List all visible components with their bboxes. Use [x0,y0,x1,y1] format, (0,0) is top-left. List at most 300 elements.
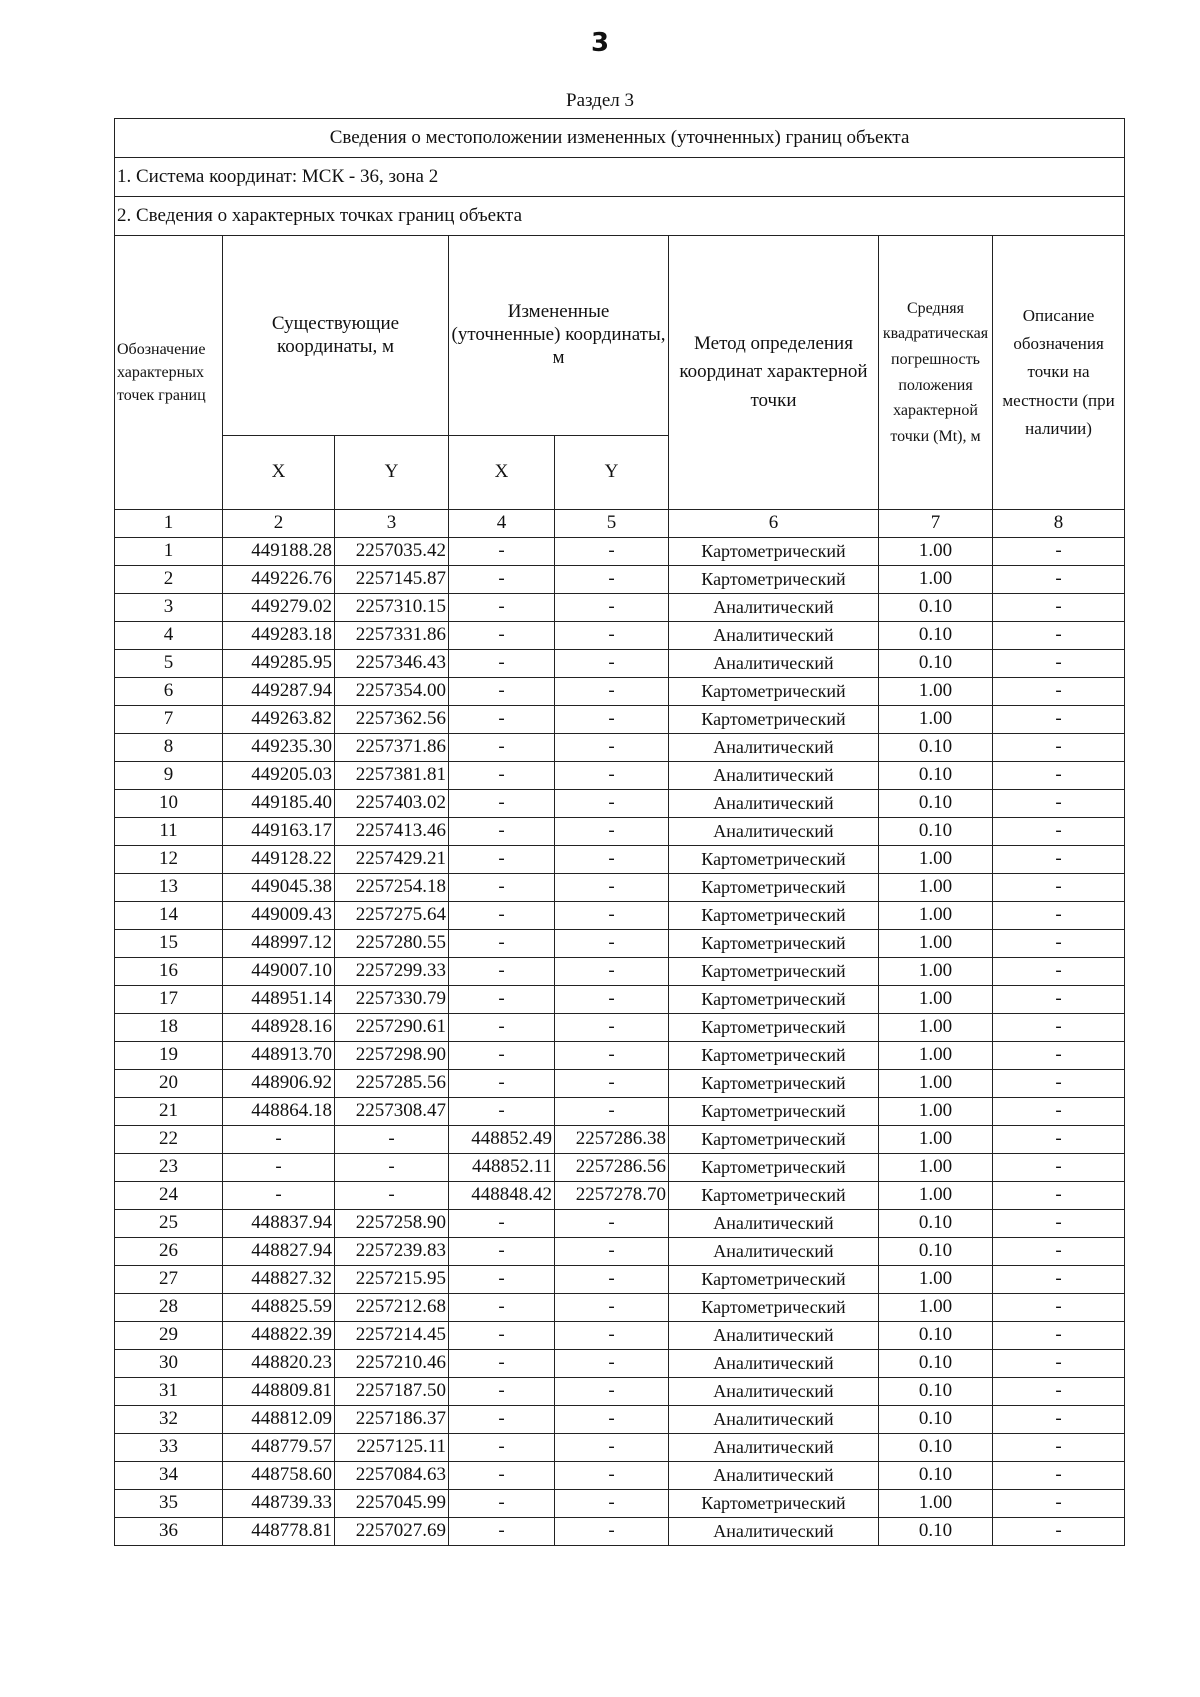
changed-x-cell: - [449,650,555,678]
column-number: 5 [555,510,669,538]
existing-x-cell: 449188.28 [223,538,335,566]
existing-y-cell: 2257346.43 [335,650,449,678]
coordinate-system: 1. Система координат: МСК - 36, зона 2 [115,158,1125,197]
error-cell: 0.10 [879,650,993,678]
changed-y-cell: - [555,594,669,622]
error-cell: 0.10 [879,622,993,650]
error-cell: 0.10 [879,818,993,846]
point-number-cell: 25 [115,1210,223,1238]
table-row [115,1378,1125,1406]
existing-x-cell: 448822.39 [223,1322,335,1350]
existing-y-cell: 2257362.56 [335,706,449,734]
description-cell: - [993,1210,1125,1238]
error-cell: 1.00 [879,930,993,958]
changed-y-cell: - [555,1294,669,1322]
existing-y-cell: 2257258.90 [335,1210,449,1238]
column-number: 4 [449,510,555,538]
description-cell: - [993,846,1125,874]
changed-y-cell: - [555,790,669,818]
method-cell: Картометрический [669,930,879,958]
description-cell: - [993,1098,1125,1126]
changed-y-cell: - [555,762,669,790]
description-cell: - [993,1266,1125,1294]
description-cell: - [993,538,1125,566]
existing-x-cell: 448906.92 [223,1070,335,1098]
point-number-cell: 22 [115,1126,223,1154]
table-row [115,622,1125,650]
existing-x-cell: 448837.94 [223,1210,335,1238]
changed-y-cell: 2257286.38 [555,1126,669,1154]
error-cell: 0.10 [879,1350,993,1378]
column-number: 7 [879,510,993,538]
table-row [115,1294,1125,1322]
changed-y-cell: - [555,678,669,706]
description-cell: - [993,1042,1125,1070]
point-number-cell: 16 [115,958,223,986]
changed-y-cell: - [555,566,669,594]
existing-x-cell: 449163.17 [223,818,335,846]
table-row [115,986,1125,1014]
changed-x-cell: - [449,1294,555,1322]
header-method: Метод определения координат характерной точки [669,236,879,510]
existing-y-cell: 2257285.56 [335,1070,449,1098]
page-number: 3 [590,28,610,58]
existing-y-cell: - [335,1182,449,1210]
error-cell: 0.10 [879,734,993,762]
error-cell: 0.10 [879,1434,993,1462]
method-cell: Картометрический [669,1042,879,1070]
existing-y-cell: 2257027.69 [335,1518,449,1546]
method-cell: Картометрический [669,1126,879,1154]
existing-x-cell: 449279.02 [223,594,335,622]
changed-y-cell: - [555,846,669,874]
point-number-cell: 9 [115,762,223,790]
changed-y-cell: - [555,930,669,958]
method-cell: Аналитический [669,650,879,678]
method-cell: Картометрический [669,874,879,902]
header-changed-coordinates: Измененные (уточненные) координаты, м [449,236,669,436]
method-cell: Картометрический [669,902,879,930]
changed-x-cell: - [449,622,555,650]
changed-x-cell: - [449,594,555,622]
method-cell: Картометрический [669,678,879,706]
point-number-cell: 4 [115,622,223,650]
error-cell: 1.00 [879,1294,993,1322]
existing-y-cell: 2257308.47 [335,1098,449,1126]
changed-x-cell: 448852.11 [449,1154,555,1182]
error-cell: 0.10 [879,1210,993,1238]
existing-y-cell: 2257145.87 [335,566,449,594]
description-cell: - [993,762,1125,790]
error-cell: 0.10 [879,1406,993,1434]
description-cell: - [993,622,1125,650]
changed-y-cell: - [555,1238,669,1266]
existing-y-cell: 2257215.95 [335,1266,449,1294]
method-cell: Картометрический [669,1014,879,1042]
changed-y-cell: - [555,1322,669,1350]
header-changed-y: Y [555,436,669,510]
description-cell: - [993,1434,1125,1462]
method-cell: Картометрический [669,986,879,1014]
existing-y-cell: 2257371.86 [335,734,449,762]
table-row [115,790,1125,818]
changed-x-cell: - [449,874,555,902]
changed-x-cell: - [449,1518,555,1546]
table-row [115,902,1125,930]
error-cell: 1.00 [879,1070,993,1098]
changed-x-cell: - [449,1462,555,1490]
error-cell: 1.00 [879,706,993,734]
method-cell: Картометрический [669,706,879,734]
existing-x-cell: 448864.18 [223,1098,335,1126]
existing-x-cell: 448779.57 [223,1434,335,1462]
method-cell: Картометрический [669,1070,879,1098]
point-number-cell: 26 [115,1238,223,1266]
method-cell: Аналитический [669,622,879,650]
table-row [115,1462,1125,1490]
point-number-cell: 35 [115,1490,223,1518]
description-cell: - [993,790,1125,818]
description-cell: - [993,1126,1125,1154]
point-number-cell: 33 [115,1434,223,1462]
error-cell: 1.00 [879,1098,993,1126]
error-cell: 1.00 [879,1182,993,1210]
changed-x-cell: - [449,818,555,846]
changed-y-cell: - [555,1070,669,1098]
table-row [115,1126,1125,1154]
existing-x-cell: 448827.32 [223,1266,335,1294]
method-cell: Картометрический [669,566,879,594]
method-cell: Картометрический [669,1182,879,1210]
table-row [115,706,1125,734]
changed-x-cell: - [449,762,555,790]
existing-x-cell: 448928.16 [223,1014,335,1042]
point-number-cell: 36 [115,1518,223,1546]
point-number-cell: 19 [115,1042,223,1070]
error-cell: 0.10 [879,1238,993,1266]
changed-x-cell: - [449,734,555,762]
description-cell: - [993,594,1125,622]
point-number-cell: 27 [115,1266,223,1294]
method-cell: Аналитический [669,1350,879,1378]
table-row [115,1014,1125,1042]
table-row [115,1210,1125,1238]
changed-y-cell: - [555,1518,669,1546]
error-cell: 1.00 [879,1014,993,1042]
table-row [115,678,1125,706]
changed-x-cell: - [449,1350,555,1378]
point-number-cell: 31 [115,1378,223,1406]
changed-x-cell: - [449,1098,555,1126]
changed-x-cell: - [449,1266,555,1294]
error-cell: 0.10 [879,1378,993,1406]
changed-y-cell: - [555,1378,669,1406]
point-number-cell: 7 [115,706,223,734]
error-cell: 0.10 [879,1322,993,1350]
table-row [115,1406,1125,1434]
table-row [115,1238,1125,1266]
header-point-designation: Обозначение характерных точек границ [115,236,223,510]
method-cell: Аналитический [669,1238,879,1266]
description-cell: - [993,1378,1125,1406]
existing-x-cell: 448758.60 [223,1462,335,1490]
existing-y-cell: 2257186.37 [335,1406,449,1434]
description-cell: - [993,1154,1125,1182]
coordinates-table [114,118,1125,1546]
description-cell: - [993,1462,1125,1490]
existing-y-cell: 2257125.11 [335,1434,449,1462]
table-row [115,1518,1125,1546]
changed-x-cell: 448848.42 [449,1182,555,1210]
existing-x-cell: 449283.18 [223,622,335,650]
method-cell: Аналитический [669,1322,879,1350]
description-cell: - [993,874,1125,902]
description-cell: - [993,678,1125,706]
existing-x-cell: 448809.81 [223,1378,335,1406]
table-row [115,1182,1125,1210]
changed-x-cell: - [449,790,555,818]
existing-y-cell: 2257330.79 [335,986,449,1014]
existing-x-cell: 448997.12 [223,930,335,958]
existing-y-cell: 2257298.90 [335,1042,449,1070]
point-number-cell: 6 [115,678,223,706]
changed-y-cell: - [555,874,669,902]
changed-x-cell: - [449,706,555,734]
existing-y-cell: 2257084.63 [335,1462,449,1490]
description-cell: - [993,1070,1125,1098]
existing-y-cell: 2257381.81 [335,762,449,790]
changed-x-cell: - [449,902,555,930]
method-cell: Картометрический [669,1294,879,1322]
table-row [115,1490,1125,1518]
error-cell: 1.00 [879,1266,993,1294]
changed-y-cell: - [555,1098,669,1126]
error-cell: 1.00 [879,1490,993,1518]
column-number: 3 [335,510,449,538]
existing-y-cell: - [335,1154,449,1182]
existing-y-cell: 2257275.64 [335,902,449,930]
method-cell: Аналитический [669,594,879,622]
changed-y-cell: - [555,650,669,678]
existing-y-cell: 2257239.83 [335,1238,449,1266]
changed-y-cell: - [555,818,669,846]
point-number-cell: 20 [115,1070,223,1098]
existing-x-cell: 448913.70 [223,1042,335,1070]
existing-x-cell: - [223,1126,335,1154]
description-cell: - [993,1406,1125,1434]
existing-x-cell: 449045.38 [223,874,335,902]
existing-y-cell: 2257035.42 [335,538,449,566]
method-cell: Аналитический [669,818,879,846]
error-cell: 1.00 [879,1154,993,1182]
changed-y-cell: - [555,958,669,986]
existing-x-cell: - [223,1182,335,1210]
error-cell: 1.00 [879,902,993,930]
table-row [115,1434,1125,1462]
point-number-cell: 24 [115,1182,223,1210]
error-cell: 0.10 [879,1462,993,1490]
existing-y-cell: 2257354.00 [335,678,449,706]
table-row [115,650,1125,678]
point-number-cell: 15 [115,930,223,958]
table-row [115,1350,1125,1378]
existing-x-cell: 449128.22 [223,846,335,874]
existing-y-cell: 2257310.15 [335,594,449,622]
method-cell: Аналитический [669,762,879,790]
changed-x-cell: - [449,538,555,566]
method-cell: Картометрический [669,846,879,874]
points-heading: 2. Сведения о характерных точках границ объекта [115,197,1125,236]
existing-x-cell: 449205.03 [223,762,335,790]
column-number: 8 [993,510,1125,538]
table-row [115,734,1125,762]
method-cell: Аналитический [669,1434,879,1462]
table-body [115,119,1125,1546]
error-cell: 1.00 [879,678,993,706]
point-number-cell: 3 [115,594,223,622]
changed-y-cell: - [555,706,669,734]
existing-y-cell: - [335,1126,449,1154]
point-number-cell: 30 [115,1350,223,1378]
existing-x-cell: 448951.14 [223,986,335,1014]
changed-x-cell: - [449,1434,555,1462]
existing-y-cell: 2257299.33 [335,958,449,986]
point-number-cell: 32 [115,1406,223,1434]
changed-y-cell: - [555,1350,669,1378]
changed-y-cell: - [555,1210,669,1238]
existing-x-cell: 449007.10 [223,958,335,986]
existing-y-cell: 2257280.55 [335,930,449,958]
table-row [115,1070,1125,1098]
changed-y-cell: - [555,1266,669,1294]
point-number-cell: 17 [115,986,223,1014]
error-cell: 1.00 [879,846,993,874]
description-cell: - [993,734,1125,762]
changed-y-cell: 2257286.56 [555,1154,669,1182]
existing-y-cell: 2257187.50 [335,1378,449,1406]
section-title: Раздел 3 [566,90,634,111]
changed-y-cell: - [555,902,669,930]
table-row [115,1322,1125,1350]
description-cell: - [993,1322,1125,1350]
description-cell: - [993,1014,1125,1042]
changed-x-cell: - [449,1070,555,1098]
description-cell: - [993,650,1125,678]
changed-x-cell: - [449,1406,555,1434]
error-cell: 0.10 [879,594,993,622]
point-number-cell: 1 [115,538,223,566]
existing-x-cell: 449185.40 [223,790,335,818]
point-number-cell: 28 [115,1294,223,1322]
method-cell: Аналитический [669,1406,879,1434]
method-cell: Картометрический [669,958,879,986]
point-number-cell: 13 [115,874,223,902]
point-number-cell: 21 [115,1098,223,1126]
existing-x-cell: 449263.82 [223,706,335,734]
method-cell: Аналитический [669,734,879,762]
description-cell: - [993,958,1125,986]
point-number-cell: 5 [115,650,223,678]
table-row [115,874,1125,902]
description-cell: - [993,566,1125,594]
existing-x-cell: - [223,1154,335,1182]
point-number-cell: 11 [115,818,223,846]
point-number-cell: 12 [115,846,223,874]
changed-x-cell: - [449,1042,555,1070]
error-cell: 1.00 [879,958,993,986]
error-cell: 1.00 [879,874,993,902]
point-number-cell: 8 [115,734,223,762]
existing-y-cell: 2257210.46 [335,1350,449,1378]
error-cell: 0.10 [879,762,993,790]
changed-x-cell: - [449,678,555,706]
header-existing-x: X [223,436,335,510]
existing-x-cell: 448825.59 [223,1294,335,1322]
error-cell: 1.00 [879,566,993,594]
existing-x-cell: 448739.33 [223,1490,335,1518]
column-numbers-row [115,510,1125,538]
existing-y-cell: 2257403.02 [335,790,449,818]
point-number-cell: 34 [115,1462,223,1490]
changed-x-cell: - [449,930,555,958]
table-row [115,538,1125,566]
point-number-cell: 14 [115,902,223,930]
table-row [115,1154,1125,1182]
description-cell: - [993,706,1125,734]
existing-x-cell: 449287.94 [223,678,335,706]
table-row [115,1266,1125,1294]
method-cell: Аналитический [669,1210,879,1238]
description-cell: - [993,1350,1125,1378]
existing-y-cell: 2257331.86 [335,622,449,650]
existing-x-cell: 449285.95 [223,650,335,678]
method-cell: Картометрический [669,1490,879,1518]
error-cell: 1.00 [879,1126,993,1154]
point-number-cell: 10 [115,790,223,818]
existing-y-cell: 2257254.18 [335,874,449,902]
changed-y-cell: - [555,538,669,566]
existing-y-cell: 2257214.45 [335,1322,449,1350]
changed-x-cell: - [449,1210,555,1238]
existing-x-cell: 448827.94 [223,1238,335,1266]
error-cell: 1.00 [879,986,993,1014]
existing-y-cell: 2257413.46 [335,818,449,846]
error-cell: 0.10 [879,790,993,818]
point-number-cell: 23 [115,1154,223,1182]
description-cell: - [993,986,1125,1014]
table-row [115,1042,1125,1070]
existing-x-cell: 449226.76 [223,566,335,594]
changed-x-cell: - [449,1322,555,1350]
changed-y-cell: - [555,1042,669,1070]
description-cell: - [993,902,1125,930]
description-cell: - [993,1490,1125,1518]
method-cell: Аналитический [669,790,879,818]
table-row [115,594,1125,622]
point-number-cell: 29 [115,1322,223,1350]
changed-x-cell: - [449,846,555,874]
changed-y-cell: - [555,1434,669,1462]
existing-y-cell: 2257290.61 [335,1014,449,1042]
table-row [115,1098,1125,1126]
changed-x-cell: - [449,1378,555,1406]
method-cell: Картометрический [669,1154,879,1182]
method-cell: Картометрический [669,1266,879,1294]
changed-y-cell: - [555,1406,669,1434]
table-title: Сведения о местоположении измененных (уточненных) границ объекта [115,119,1125,158]
column-number: 2 [223,510,335,538]
changed-x-cell: - [449,1014,555,1042]
